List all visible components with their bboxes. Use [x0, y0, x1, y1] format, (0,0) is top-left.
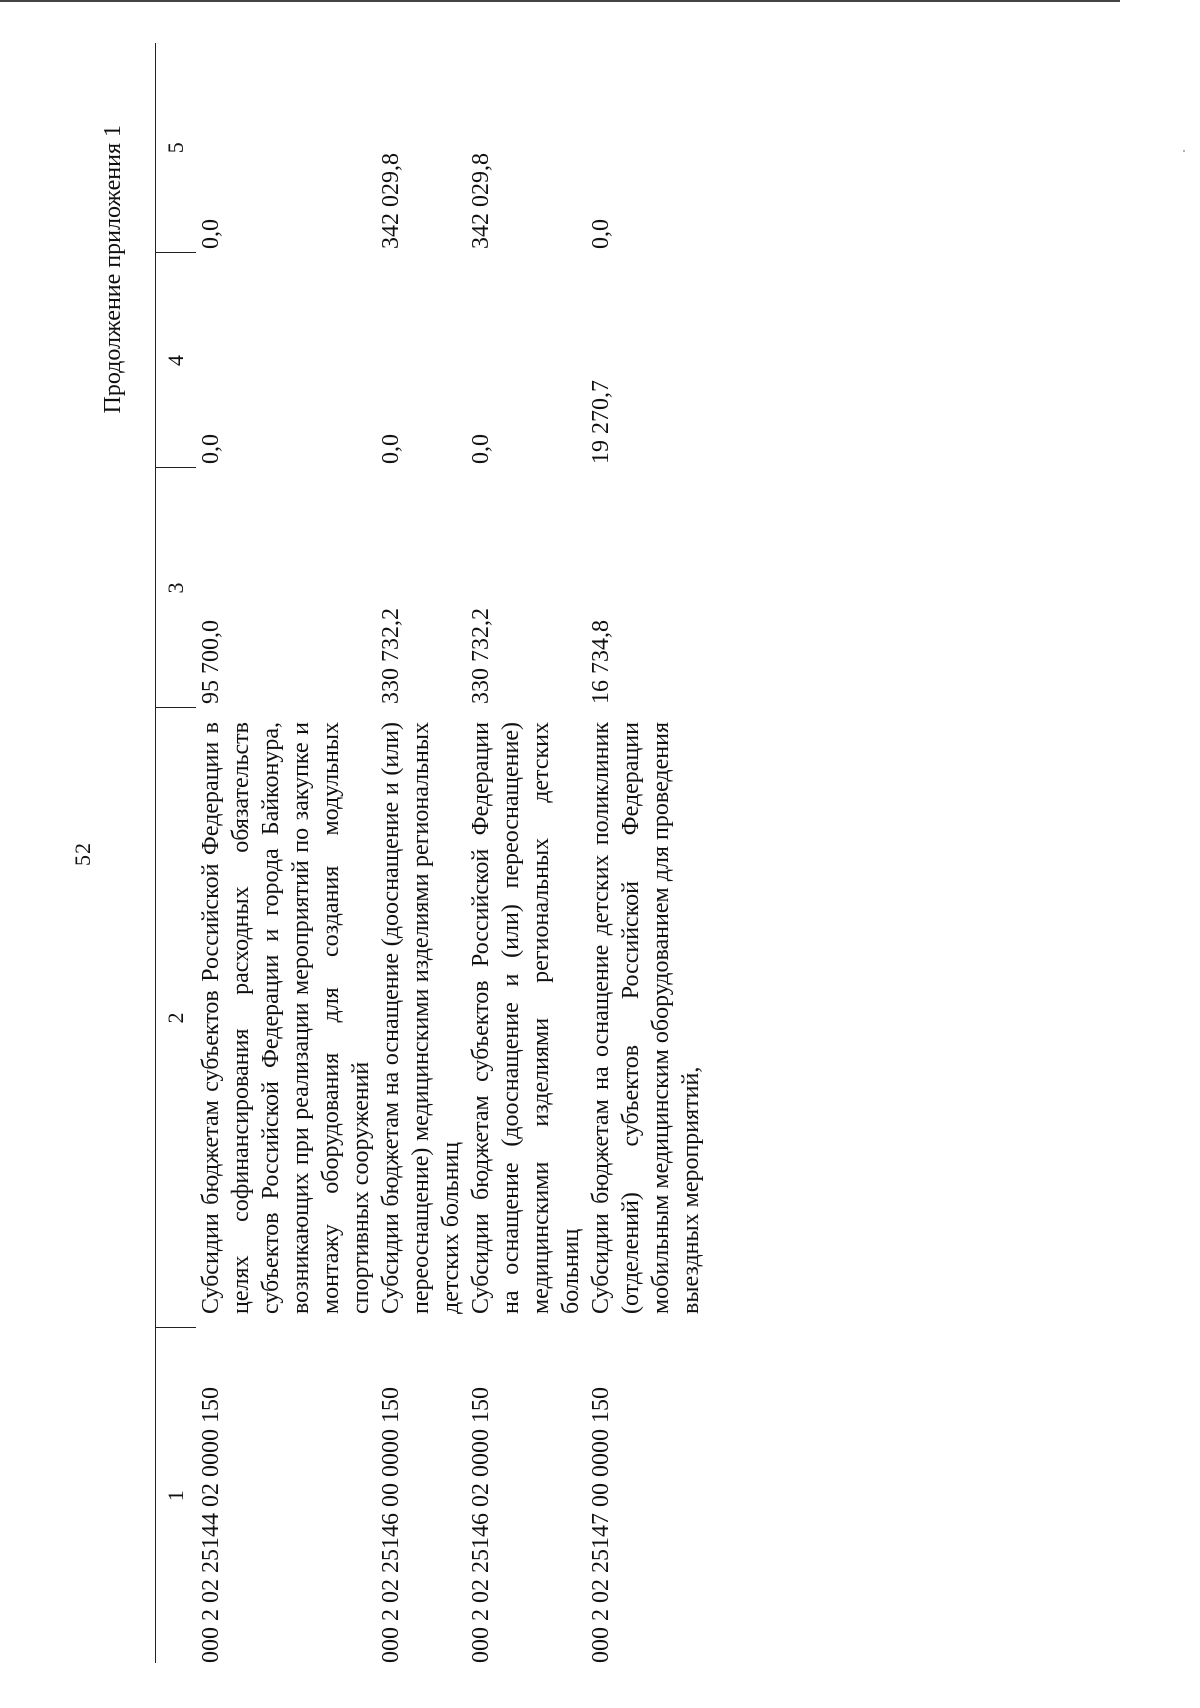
value-col4: 0,0 — [378, 434, 404, 464]
value-col4: 0,0 — [468, 434, 494, 464]
column-header: 2 — [156, 708, 197, 1328]
table-row — [586, 43, 706, 1663]
budget-code: 000 2 02 25147 00 0000 150 — [588, 1387, 614, 1663]
row-description: Субсидии бюджетам на оснащение (дооснащение и (или) переоснащение) медицинскими изделиями региональных детских больниц — [378, 722, 464, 1314]
table-header-row — [156, 43, 197, 1663]
appendix-table — [155, 43, 706, 1663]
value-col3: 95 700,0 — [198, 620, 224, 704]
page-number: 52 — [70, 842, 95, 866]
value-col4: 19 270,7 — [588, 380, 614, 464]
column-header: 4 — [156, 253, 197, 468]
budget-code: 000 2 02 25144 02 0000 150 — [198, 1387, 224, 1663]
value-col3: 330 732,2 — [378, 608, 404, 704]
value-col5: 342 029,8 — [468, 153, 494, 249]
column-header: 1 — [156, 1328, 197, 1663]
value-col3: 16 734,8 — [588, 620, 614, 704]
table-row — [376, 43, 466, 1663]
column-header: 3 — [156, 468, 197, 708]
table-row — [466, 43, 586, 1663]
row-description: Субсидии бюджетам субъектов Российской Федерации в целях софинансирования расходных обязательств субъектов Российской Федерации и города Байконура, возникающих при реализации мероприятий по закупке и монтажу оборудования для создания модульных спортивных сооружений — [198, 722, 374, 1314]
continuation-label: Продолжение приложения 1 — [100, 125, 126, 414]
budget-code: 000 2 02 25146 02 0000 150 — [468, 1387, 494, 1663]
row-description: Субсидии бюджетам на оснащение детских поликлиник (отделений) субъектов Российской Федерации мобильным медицинским оборудованием для проведения выездных мероприятий, — [588, 722, 704, 1314]
row-description: Субсидии бюджетам субъектов Российской Федерации на оснащение (дооснащение и (или) переоснащение) медицинскими изделиями региональных детских больниц — [468, 722, 584, 1314]
value-col5: 0,0 — [588, 219, 614, 249]
value-col3: 330 732,2 — [468, 608, 494, 704]
value-col5: 0,0 — [198, 219, 224, 249]
budget-code: 000 2 02 25146 00 0000 150 — [378, 1387, 404, 1663]
column-header: 5 — [156, 43, 197, 253]
table-row — [196, 43, 376, 1663]
value-col5: 342 029,8 — [378, 153, 404, 249]
value-col4: 0,0 — [198, 434, 224, 464]
